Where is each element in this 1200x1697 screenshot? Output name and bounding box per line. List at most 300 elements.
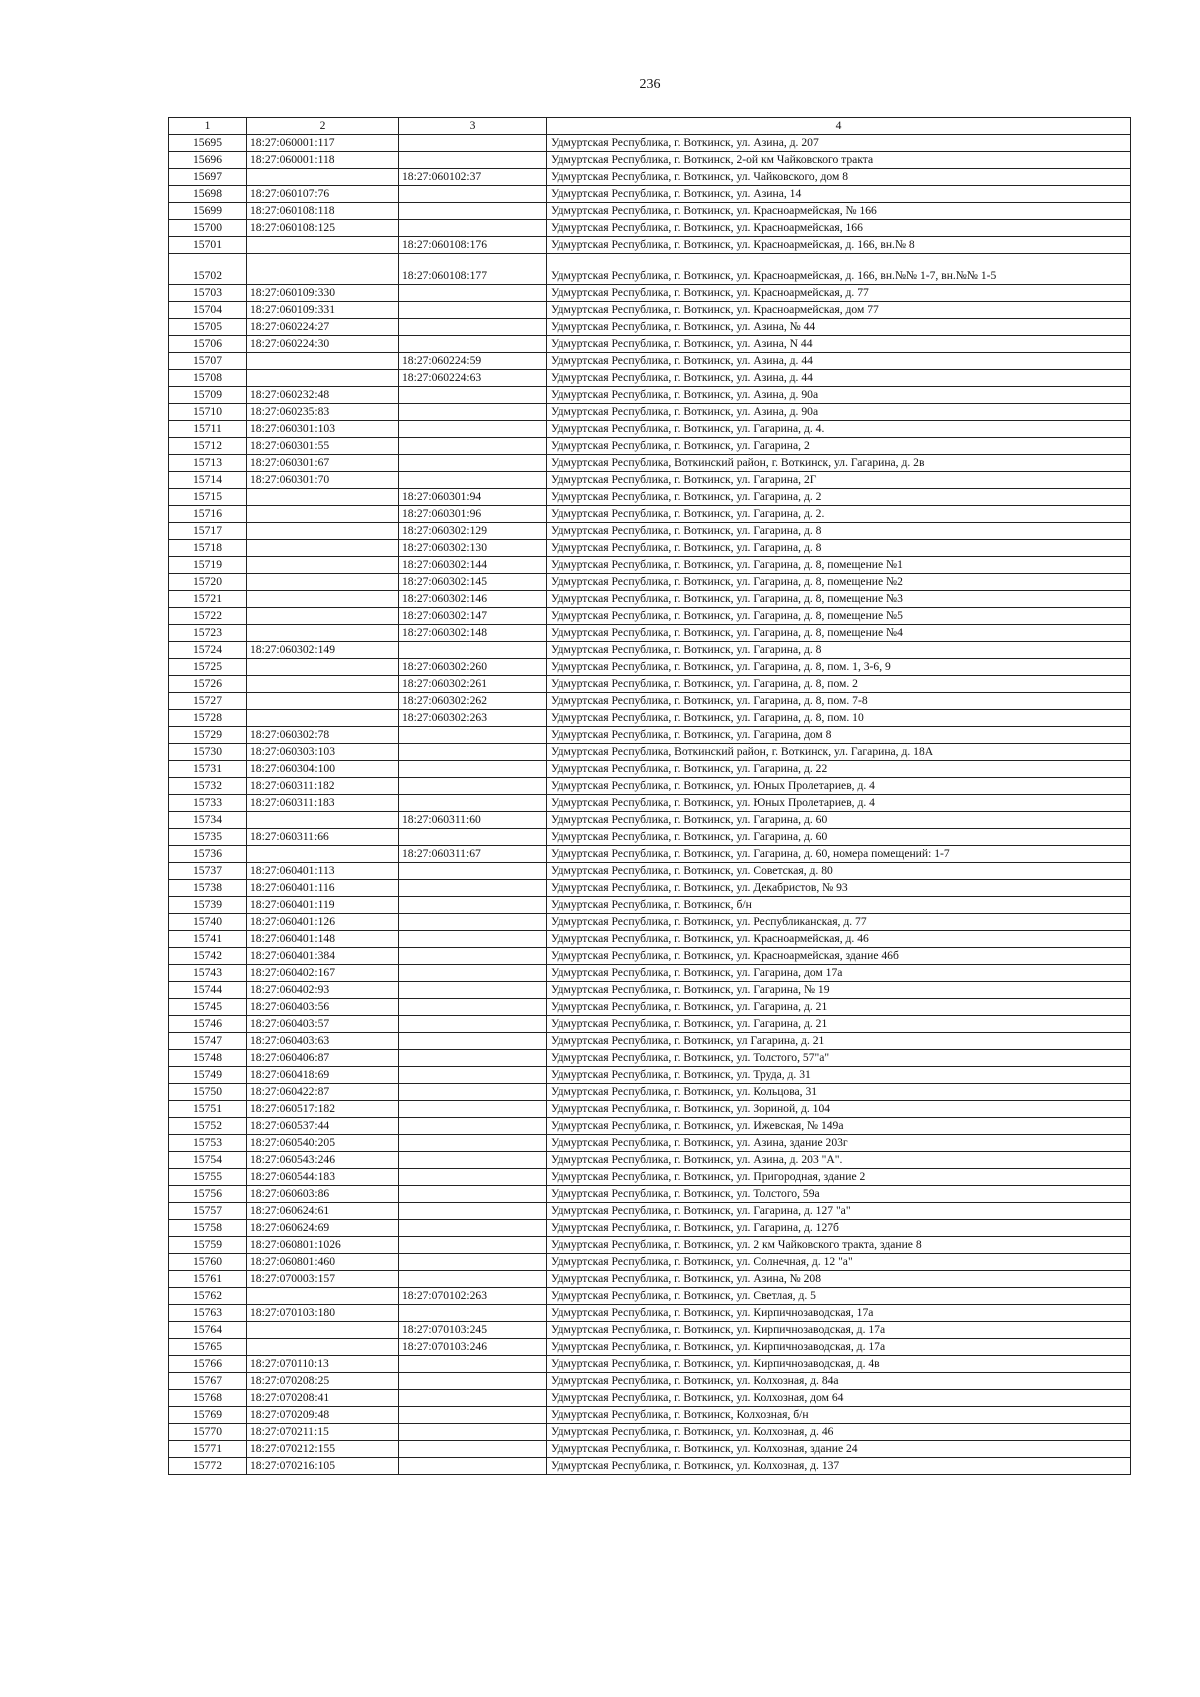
address-cell: Удмуртская Республика, г. Воткинск, ул. Красноармейская, № 166 (547, 203, 1131, 220)
row-number-cell: 15702 (169, 254, 247, 285)
address-cell: Удмуртская Республика, г. Воткинск, ул. Советская, д. 80 (547, 863, 1131, 880)
related-cadastral-number-cell: 18:27:060302:145 (399, 574, 547, 591)
row-number-cell: 15747 (169, 1033, 247, 1050)
cadastral-number-cell (247, 1322, 399, 1339)
row-number-cell: 15717 (169, 523, 247, 540)
related-cadastral-number-cell: 18:27:060302:144 (399, 557, 547, 574)
table-row (169, 591, 1131, 608)
related-cadastral-number-cell (399, 404, 547, 421)
table-row (169, 1135, 1131, 1152)
related-cadastral-number-cell (399, 1033, 547, 1050)
row-number-cell: 15716 (169, 506, 247, 523)
cadastral-number-cell: 18:27:060001:117 (247, 135, 399, 152)
row-number-cell: 15714 (169, 472, 247, 489)
cadastral-number-cell: 18:27:060603:86 (247, 1186, 399, 1203)
cadastral-number-cell: 18:27:060311:182 (247, 778, 399, 795)
table-body (169, 135, 1131, 1475)
cadastral-number-cell: 18:27:060544:183 (247, 1169, 399, 1186)
cadastral-number-cell: 18:27:060401:384 (247, 948, 399, 965)
row-number-cell: 15713 (169, 455, 247, 472)
cadastral-number-cell: 18:27:060624:61 (247, 1203, 399, 1220)
related-cadastral-number-cell: 18:27:060224:59 (399, 353, 547, 370)
table-row (169, 744, 1131, 761)
related-cadastral-number-cell (399, 1203, 547, 1220)
row-number-cell: 15761 (169, 1271, 247, 1288)
address-cell: Удмуртская Республика, г. Воткинск, 2-ой км Чайковского тракта (547, 152, 1131, 169)
related-cadastral-number-cell (399, 1186, 547, 1203)
table-row (169, 1305, 1131, 1322)
cadastral-number-cell (247, 676, 399, 693)
cadastral-number-cell (247, 846, 399, 863)
row-number-cell: 15732 (169, 778, 247, 795)
row-number-cell: 15700 (169, 220, 247, 237)
related-cadastral-number-cell: 18:27:060301:96 (399, 506, 547, 523)
related-cadastral-number-cell (399, 948, 547, 965)
cadastral-number-cell: 18:27:060301:55 (247, 438, 399, 455)
related-cadastral-number-cell (399, 1135, 547, 1152)
related-cadastral-number-cell (399, 1390, 547, 1407)
table-row (169, 693, 1131, 710)
table-row (169, 506, 1131, 523)
row-number-cell: 15719 (169, 557, 247, 574)
related-cadastral-number-cell (399, 1254, 547, 1271)
address-cell: Удмуртская Республика, г. Воткинск, ул. Гагарина, д. 2. (547, 506, 1131, 523)
related-cadastral-number-cell (399, 1458, 547, 1475)
row-number-cell: 15726 (169, 676, 247, 693)
address-cell: Удмуртская Республика, г. Воткинск, ул. Колхозная, здание 24 (547, 1441, 1131, 1458)
row-number-cell: 15755 (169, 1169, 247, 1186)
address-cell: Удмуртская Республика, г. Воткинск, ул. Гагарина, д. 8, помещение №5 (547, 608, 1131, 625)
row-number-cell: 15750 (169, 1084, 247, 1101)
row-number-cell: 15752 (169, 1118, 247, 1135)
related-cadastral-number-cell (399, 1169, 547, 1186)
row-number-cell: 15745 (169, 999, 247, 1016)
related-cadastral-number-cell (399, 220, 547, 237)
related-cadastral-number-cell (399, 642, 547, 659)
address-cell: Удмуртская Республика, г. Воткинск, ул. Красноармейская, 166 (547, 220, 1131, 237)
row-number-cell: 15712 (169, 438, 247, 455)
related-cadastral-number-cell (399, 319, 547, 336)
row-number-cell: 15772 (169, 1458, 247, 1475)
address-cell: Удмуртская Республика, г. Воткинск, ул. Азина, здание 203г (547, 1135, 1131, 1152)
header-col-3: 3 (399, 118, 547, 135)
cadastral-number-cell: 18:27:060403:63 (247, 1033, 399, 1050)
cadastral-number-cell: 18:27:060107:76 (247, 186, 399, 203)
related-cadastral-number-cell (399, 897, 547, 914)
cadastral-number-cell (247, 540, 399, 557)
related-cadastral-number-cell (399, 931, 547, 948)
cadastral-number-cell: 18:27:070216:105 (247, 1458, 399, 1475)
cadastral-number-cell: 18:27:060311:66 (247, 829, 399, 846)
table-row (169, 897, 1131, 914)
row-number-cell: 15698 (169, 186, 247, 203)
cadastral-number-cell (247, 506, 399, 523)
row-number-cell: 15754 (169, 1152, 247, 1169)
related-cadastral-number-cell: 18:27:070103:245 (399, 1322, 547, 1339)
cadastral-number-cell (247, 523, 399, 540)
cadastral-number-cell: 18:27:060401:126 (247, 914, 399, 931)
address-cell: Удмуртская Республика, г. Воткинск, ул. Гагарина, д. 60 (547, 812, 1131, 829)
table-row (169, 1458, 1131, 1475)
related-cadastral-number-cell (399, 438, 547, 455)
row-number-cell: 15759 (169, 1237, 247, 1254)
row-number-cell: 15771 (169, 1441, 247, 1458)
cadastral-number-cell (247, 710, 399, 727)
related-cadastral-number-cell: 18:27:060302:148 (399, 625, 547, 642)
address-cell: Удмуртская Республика, г. Воткинск, ул. Гагарина, д. 8, помещение №4 (547, 625, 1131, 642)
table-row (169, 948, 1131, 965)
related-cadastral-number-cell (399, 999, 547, 1016)
address-cell: Удмуртская Республика, г. Воткинск, ул. Гагарина, д. 60, номера помещений: 1-7 (547, 846, 1131, 863)
related-cadastral-number-cell: 18:27:060302:130 (399, 540, 547, 557)
address-cell: Удмуртская Республика, г. Воткинск, Колхозная, б/н (547, 1407, 1131, 1424)
table-row (169, 1271, 1131, 1288)
related-cadastral-number-cell (399, 1101, 547, 1118)
table-row (169, 1373, 1131, 1390)
address-cell: Удмуртская Республика, г. Воткинск, ул. Красноармейская, д. 77 (547, 285, 1131, 302)
cadastral-number-cell: 18:27:070208:41 (247, 1390, 399, 1407)
address-cell: Удмуртская Республика, г. Воткинск, ул. Гагарина, д. 21 (547, 999, 1131, 1016)
address-cell: Удмуртская Республика, г. Воткинск, ул. Азина, д. 207 (547, 135, 1131, 152)
cadastral-number-cell: 18:27:060311:183 (247, 795, 399, 812)
row-number-cell: 15695 (169, 135, 247, 152)
address-cell: Удмуртская Республика, г. Воткинск, ул. Колхозная, д. 46 (547, 1424, 1131, 1441)
row-number-cell: 15709 (169, 387, 247, 404)
cadastral-number-cell: 18:27:060537:44 (247, 1118, 399, 1135)
address-cell: Удмуртская Республика, г. Воткинск, ул. Чайковского, дом 8 (547, 169, 1131, 186)
table-row (169, 1424, 1131, 1441)
address-cell: Удмуртская Республика, г. Воткинск, ул. Юных Пролетариев, д. 4 (547, 795, 1131, 812)
cadastral-number-cell: 18:27:060301:103 (247, 421, 399, 438)
cadastral-number-cell: 18:27:060109:330 (247, 285, 399, 302)
cadastral-number-cell: 18:27:060543:246 (247, 1152, 399, 1169)
header-col-4: 4 (547, 118, 1131, 135)
table-row (169, 1254, 1131, 1271)
address-cell: Удмуртская Республика, г. Воткинск, ул. Гагарина, № 19 (547, 982, 1131, 999)
row-number-cell: 15743 (169, 965, 247, 982)
address-cell: Удмуртская Республика, г. Воткинск, ул. Азина, № 208 (547, 1271, 1131, 1288)
address-cell: Удмуртская Республика, г. Воткинск, ул. Гагарина, д. 8 (547, 642, 1131, 659)
related-cadastral-number-cell: 18:27:060311:60 (399, 812, 547, 829)
row-number-cell: 15764 (169, 1322, 247, 1339)
table-row (169, 438, 1131, 455)
related-cadastral-number-cell (399, 1118, 547, 1135)
row-number-cell: 15742 (169, 948, 247, 965)
row-number-cell: 15729 (169, 727, 247, 744)
address-cell: Удмуртская Республика, г. Воткинск, ул. Толстого, 59а (547, 1186, 1131, 1203)
related-cadastral-number-cell (399, 1356, 547, 1373)
row-number-cell: 15741 (169, 931, 247, 948)
cadastral-number-cell: 18:27:060108:118 (247, 203, 399, 220)
table-row (169, 625, 1131, 642)
row-number-cell: 15736 (169, 846, 247, 863)
address-cell: Удмуртская Республика, г. Воткинск, ул. Красноармейская, здание 46б (547, 948, 1131, 965)
row-number-cell: 15711 (169, 421, 247, 438)
cadastral-number-cell: 18:27:060402:167 (247, 965, 399, 982)
row-number-cell: 15737 (169, 863, 247, 880)
table-row (169, 812, 1131, 829)
address-cell: Удмуртская Республика, г. Воткинск, ул. Гагарина, д. 8, пом. 10 (547, 710, 1131, 727)
related-cadastral-number-cell (399, 1220, 547, 1237)
related-cadastral-number-cell (399, 1067, 547, 1084)
table-row (169, 795, 1131, 812)
table-row (169, 1356, 1131, 1373)
related-cadastral-number-cell: 18:27:070103:246 (399, 1339, 547, 1356)
row-number-cell: 15756 (169, 1186, 247, 1203)
row-number-cell: 15707 (169, 353, 247, 370)
address-cell: Удмуртская Республика, г. Воткинск, ул. Декабристов, № 93 (547, 880, 1131, 897)
cadastral-number-cell: 18:27:060302:78 (247, 727, 399, 744)
cadastral-number-cell (247, 659, 399, 676)
row-number-cell: 15751 (169, 1101, 247, 1118)
address-cell: Удмуртская Республика, г. Воткинск, ул. Азина, д. 203 "А". (547, 1152, 1131, 1169)
row-number-cell: 15735 (169, 829, 247, 846)
table-row (169, 880, 1131, 897)
address-cell: Удмуртская Республика, г. Воткинск, ул. Зориной, д. 104 (547, 1101, 1131, 1118)
cadastral-number-cell (247, 591, 399, 608)
address-cell: Удмуртская Республика, г. Воткинск, ул. Гагарина, дом 8 (547, 727, 1131, 744)
cadastral-number-cell: 18:27:060401:119 (247, 897, 399, 914)
related-cadastral-number-cell: 18:27:060102:37 (399, 169, 547, 186)
table-row (169, 659, 1131, 676)
related-cadastral-number-cell (399, 982, 547, 999)
table-row (169, 863, 1131, 880)
table-row (169, 574, 1131, 591)
address-cell: Удмуртская Республика, г. Воткинск, б/н (547, 897, 1131, 914)
cadastral-number-cell: 18:27:060406:87 (247, 1050, 399, 1067)
address-cell: Удмуртская Республика, г. Воткинск, ул. Гагарина, д. 21 (547, 1016, 1131, 1033)
address-cell: Удмуртская Республика, г. Воткинск, ул Гагарина, д. 21 (547, 1033, 1131, 1050)
cadastral-number-cell: 18:27:060422:87 (247, 1084, 399, 1101)
address-cell: Удмуртская Республика, г. Воткинск, ул. Гагарина, д. 8, помещение №1 (547, 557, 1131, 574)
table-row (169, 931, 1131, 948)
address-cell: Удмуртская Республика, г. Воткинск, ул. Азина, д. 44 (547, 370, 1131, 387)
row-number-cell: 15768 (169, 1390, 247, 1407)
address-cell: Удмуртская Республика, г. Воткинск, ул. Гагарина, д. 8, пом. 7-8 (547, 693, 1131, 710)
related-cadastral-number-cell: 18:27:060302:147 (399, 608, 547, 625)
cadastral-number-cell: 18:27:070003:157 (247, 1271, 399, 1288)
table-row (169, 152, 1131, 169)
cadastral-number-cell: 18:27:070110:13 (247, 1356, 399, 1373)
row-number-cell: 15710 (169, 404, 247, 421)
cadastral-number-cell (247, 169, 399, 186)
related-cadastral-number-cell (399, 863, 547, 880)
address-cell: Удмуртская Республика, г. Воткинск, ул. Гагарина, д. 8, помещение №2 (547, 574, 1131, 591)
row-number-cell: 15758 (169, 1220, 247, 1237)
table-row (169, 254, 1131, 285)
related-cadastral-number-cell (399, 795, 547, 812)
address-cell: Удмуртская Республика, г. Воткинск, ул. Гагарина, д. 2 (547, 489, 1131, 506)
cadastral-number-cell: 18:27:060402:93 (247, 982, 399, 999)
related-cadastral-number-cell (399, 455, 547, 472)
cadastral-number-cell: 18:27:060301:67 (247, 455, 399, 472)
related-cadastral-number-cell (399, 1373, 547, 1390)
address-cell: Удмуртская Республика, г. Воткинск, ул. Азина, д. 90а (547, 387, 1131, 404)
address-cell: Удмуртская Республика, г. Воткинск, ул. Гагарина, д. 127б (547, 1220, 1131, 1237)
row-number-cell: 15733 (169, 795, 247, 812)
cadastral-number-cell: 18:27:060303:103 (247, 744, 399, 761)
table-row (169, 186, 1131, 203)
table-row (169, 557, 1131, 574)
address-cell: Удмуртская Республика, г. Воткинск, ул. Гагарина, дом 17а (547, 965, 1131, 982)
address-cell: Удмуртская Республика, г. Воткинск, ул. Ижевская, № 149а (547, 1118, 1131, 1135)
table-row (169, 914, 1131, 931)
cadastral-number-cell (247, 1339, 399, 1356)
cadastral-number-cell: 18:27:060108:125 (247, 220, 399, 237)
address-cell: Удмуртская Республика, г. Воткинск, ул. Азина, 14 (547, 186, 1131, 203)
cadastral-number-cell: 18:27:060235:83 (247, 404, 399, 421)
row-number-cell: 15749 (169, 1067, 247, 1084)
register-table (168, 117, 1131, 1475)
cadastral-number-cell: 18:27:060401:116 (247, 880, 399, 897)
cadastral-number-cell: 18:27:060403:57 (247, 1016, 399, 1033)
table-row (169, 1237, 1131, 1254)
row-number-cell: 15766 (169, 1356, 247, 1373)
related-cadastral-number-cell: 18:27:060302:261 (399, 676, 547, 693)
cadastral-number-cell: 18:27:060301:70 (247, 472, 399, 489)
address-cell: Удмуртская Республика, г. Воткинск, ул. Гагарина, д. 8 (547, 523, 1131, 540)
address-cell: Удмуртская Республика, г. Воткинск, ул. Гагарина, д. 8, пом. 1, 3-6, 9 (547, 659, 1131, 676)
table-row (169, 353, 1131, 370)
table-header (169, 118, 1131, 135)
cadastral-number-cell (247, 370, 399, 387)
cadastral-number-cell (247, 353, 399, 370)
table-row (169, 220, 1131, 237)
address-cell: Удмуртская Республика, г. Воткинск, ул. Гагарина, д. 8, пом. 2 (547, 676, 1131, 693)
row-number-cell: 15718 (169, 540, 247, 557)
table-row (169, 237, 1131, 254)
related-cadastral-number-cell (399, 302, 547, 319)
related-cadastral-number-cell: 18:27:060311:67 (399, 846, 547, 863)
table-row (169, 523, 1131, 540)
table-row (169, 370, 1131, 387)
row-number-cell: 15762 (169, 1288, 247, 1305)
header-row (169, 118, 1131, 135)
address-cell: Удмуртская Республика, г. Воткинск, ул. Гагарина, 2Г (547, 472, 1131, 489)
row-number-cell: 15701 (169, 237, 247, 254)
row-number-cell: 15697 (169, 169, 247, 186)
address-cell: Удмуртская Республика, г. Воткинск, ул. Труда, д. 31 (547, 1067, 1131, 1084)
related-cadastral-number-cell (399, 285, 547, 302)
related-cadastral-number-cell: 18:27:060302:260 (399, 659, 547, 676)
row-number-cell: 15728 (169, 710, 247, 727)
table-row (169, 169, 1131, 186)
table-row (169, 1339, 1131, 1356)
cadastral-number-cell (247, 812, 399, 829)
address-cell: Удмуртская Республика, г. Воткинск, ул. Толстого, 57"а" (547, 1050, 1131, 1067)
address-cell: Удмуртская Республика, г. Воткинск, ул. Кирпичнозаводская, 17а (547, 1305, 1131, 1322)
cadastral-number-cell: 18:27:060540:205 (247, 1135, 399, 1152)
related-cadastral-number-cell: 18:27:060302:263 (399, 710, 547, 727)
related-cadastral-number-cell (399, 778, 547, 795)
table-row (169, 608, 1131, 625)
address-cell: Удмуртская Республика, г. Воткинск, ул. Республиканская, д. 77 (547, 914, 1131, 931)
address-cell: Удмуртская Республика, г. Воткинск, ул. Кирпичнозаводская, д. 17а (547, 1339, 1131, 1356)
row-number-cell: 15727 (169, 693, 247, 710)
address-cell: Удмуртская Республика, г. Воткинск, ул. Азина, д. 90а (547, 404, 1131, 421)
related-cadastral-number-cell (399, 761, 547, 778)
table-row (169, 1322, 1131, 1339)
address-cell: Удмуртская Республика, г. Воткинск, ул. Азина, N 44 (547, 336, 1131, 353)
row-number-cell: 15757 (169, 1203, 247, 1220)
row-number-cell: 15705 (169, 319, 247, 336)
related-cadastral-number-cell (399, 829, 547, 846)
address-cell: Удмуртская Республика, г. Воткинск, ул. Гагарина, д. 4. (547, 421, 1131, 438)
table-row (169, 421, 1131, 438)
cadastral-number-cell: 18:27:060517:182 (247, 1101, 399, 1118)
address-cell: Удмуртская Республика, г. Воткинск, ул. Красноармейская, д. 166, вн.№ 8 (547, 237, 1131, 254)
address-cell: Удмуртская Республика, г. Воткинск, ул. Юных Пролетариев, д. 4 (547, 778, 1131, 795)
row-number-cell: 15738 (169, 880, 247, 897)
row-number-cell: 15730 (169, 744, 247, 761)
table-row (169, 387, 1131, 404)
related-cadastral-number-cell (399, 1271, 547, 1288)
table-row (169, 1084, 1131, 1101)
page-number: 236 (639, 77, 661, 92)
address-cell: Удмуртская Республика, г. Воткинск, ул. Кирпичнозаводская, д. 4в (547, 1356, 1131, 1373)
address-cell: Удмуртская Республика, г. Воткинск, ул. Азина, № 44 (547, 319, 1131, 336)
related-cadastral-number-cell (399, 203, 547, 220)
related-cadastral-number-cell (399, 1050, 547, 1067)
row-number-cell: 15746 (169, 1016, 247, 1033)
table-row (169, 676, 1131, 693)
table-row (169, 1152, 1131, 1169)
related-cadastral-number-cell (399, 744, 547, 761)
row-number-cell: 15739 (169, 897, 247, 914)
address-cell: Удмуртская Республика, г. Воткинск, ул. Гагарина, д. 60 (547, 829, 1131, 846)
cadastral-number-cell: 18:27:060224:27 (247, 319, 399, 336)
cadastral-number-cell: 18:27:070211:15 (247, 1424, 399, 1441)
table-row (169, 135, 1131, 152)
row-number-cell: 15715 (169, 489, 247, 506)
cadastral-number-cell: 18:27:070209:48 (247, 1407, 399, 1424)
row-number-cell: 15763 (169, 1305, 247, 1322)
related-cadastral-number-cell (399, 914, 547, 931)
table-row (169, 540, 1131, 557)
cadastral-number-cell: 18:27:060109:331 (247, 302, 399, 319)
related-cadastral-number-cell (399, 727, 547, 744)
table-row (169, 1203, 1131, 1220)
table-row (169, 285, 1131, 302)
table-row (169, 1118, 1131, 1135)
table-row (169, 1288, 1131, 1305)
address-cell: Удмуртская Республика, г. Воткинск, ул. Солнечная, д. 12 "а" (547, 1254, 1131, 1271)
related-cadastral-number-cell: 18:27:070102:263 (399, 1288, 547, 1305)
table-row (169, 404, 1131, 421)
row-number-cell: 15722 (169, 608, 247, 625)
table-row (169, 1390, 1131, 1407)
row-number-cell: 15708 (169, 370, 247, 387)
table-row (169, 489, 1131, 506)
table-row (169, 455, 1131, 472)
table-row (169, 1186, 1131, 1203)
row-number-cell: 15765 (169, 1339, 247, 1356)
address-cell: Удмуртская Республика, г. Воткинск, ул. Колхозная, д. 137 (547, 1458, 1131, 1475)
table-row (169, 1169, 1131, 1186)
cadastral-number-cell (247, 254, 399, 285)
row-number-cell: 15769 (169, 1407, 247, 1424)
table-row (169, 203, 1131, 220)
row-number-cell: 15753 (169, 1135, 247, 1152)
cadastral-number-cell (247, 625, 399, 642)
cadastral-number-cell (247, 489, 399, 506)
related-cadastral-number-cell (399, 387, 547, 404)
address-cell: Удмуртская Республика, г. Воткинск, ул. Азина, д. 44 (547, 353, 1131, 370)
row-number-cell: 15767 (169, 1373, 247, 1390)
row-number-cell: 15744 (169, 982, 247, 999)
row-number-cell: 15699 (169, 203, 247, 220)
table-row (169, 829, 1131, 846)
